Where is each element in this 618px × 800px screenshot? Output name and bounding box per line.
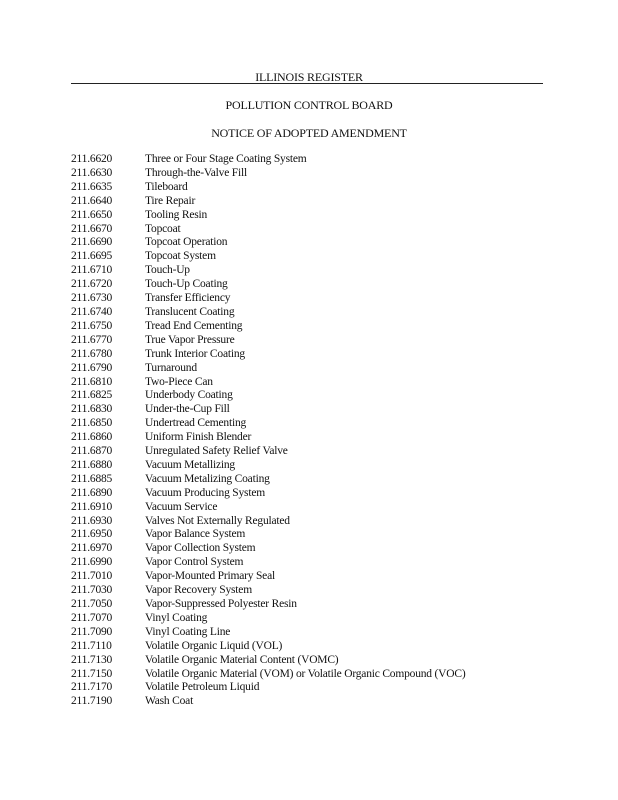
section-number: 211.7130 (71, 653, 113, 666)
section-number: 211.6830 (71, 403, 113, 416)
list-item (71, 542, 465, 556)
section-number: 211.6690 (71, 236, 113, 249)
section-term: Volatile Organic Material (VOM) or Volatile Organic Compound (VOC) (145, 667, 466, 680)
section-term: Trunk Interior Coating (145, 347, 245, 360)
section-term: Volatile Organic Liquid (VOL) (145, 639, 283, 652)
list-item (71, 654, 465, 668)
list-item (71, 681, 465, 695)
section-term: True Vapor Pressure (145, 333, 235, 346)
section-number: 211.6695 (71, 250, 113, 263)
section-number: 211.6640 (71, 194, 113, 207)
section-term: Vacuum Metalizing Coating (145, 472, 270, 485)
list-item (71, 668, 465, 682)
list-item (71, 181, 465, 195)
list-item (71, 389, 465, 403)
section-term: Valves Not Externally Regulated (145, 514, 290, 527)
list-item (71, 223, 465, 237)
list-item (71, 445, 465, 459)
section-number: 211.7050 (71, 598, 113, 610)
section-number: 211.6850 (71, 417, 113, 430)
section-list (71, 153, 465, 709)
section-number: 211.6730 (71, 292, 113, 305)
list-item (71, 570, 465, 584)
section-term: Topcoat System (145, 250, 216, 263)
list-item (71, 292, 465, 306)
list-item (71, 306, 465, 320)
section-term: Vapor Recovery System (145, 584, 252, 597)
section-term: Tooling Resin (145, 208, 208, 221)
list-item (71, 278, 465, 292)
section-term: Touch-Up (145, 264, 190, 277)
list-item (71, 515, 465, 529)
list-item (71, 626, 465, 640)
list-item (71, 459, 465, 473)
section-term: Topcoat (145, 222, 181, 235)
list-item (71, 167, 465, 181)
list-item (71, 376, 465, 390)
section-number: 211.7150 (71, 667, 113, 680)
section-number: 211.7110 (71, 639, 112, 652)
section-term: Underbody Coating (145, 389, 233, 402)
section-number: 211.6620 (71, 153, 113, 165)
section-number: 211.6670 (71, 222, 113, 235)
section-number: 211.7010 (71, 570, 113, 583)
section-number: 211.6630 (71, 166, 113, 179)
section-term: Vapor Collection System (145, 542, 256, 555)
section-term: Three or Four Stage Coating System (145, 153, 307, 165)
list-item (71, 528, 465, 542)
list-item (71, 264, 465, 278)
section-term: Volatile Petroleum Liquid (145, 681, 260, 694)
list-item (71, 362, 465, 376)
section-term: Topcoat Operation (145, 236, 228, 249)
section-term: Undertread Cementing (145, 417, 247, 430)
section-term: Tileboard (145, 180, 188, 193)
section-number: 211.6890 (71, 486, 113, 499)
section-term: Through-the-Valve Fill (145, 166, 247, 179)
section-term: Two-Piece Can (145, 375, 213, 388)
section-number: 211.6870 (71, 445, 113, 458)
section-term: Translucent Coating (145, 305, 235, 318)
section-number: 211.6860 (71, 431, 113, 444)
section-term: Vapor-Suppressed Polyester Resin (145, 598, 297, 610)
section-term: Wash Coat (145, 695, 194, 708)
section-number: 211.6710 (71, 264, 113, 277)
section-number: 211.7170 (71, 681, 113, 694)
section-term: Vinyl Coating (145, 611, 208, 624)
list-item (71, 403, 465, 417)
section-number: 211.6825 (71, 389, 113, 402)
list-item (71, 195, 465, 209)
section-number: 211.7090 (71, 625, 113, 638)
list-item (71, 473, 465, 487)
board-name: POLLUTION CONTROL BOARD (225, 98, 393, 112)
section-term: Vacuum Service (145, 500, 218, 513)
list-item (71, 250, 465, 264)
section-number: 211.7030 (71, 584, 113, 597)
section-number: 211.6740 (71, 305, 113, 318)
list-item (71, 695, 465, 709)
header-rule (71, 83, 543, 84)
section-term: Vapor Control System (145, 556, 244, 569)
section-term: Vinyl Coating Line (145, 625, 231, 638)
list-item (71, 487, 465, 501)
section-number: 211.6970 (71, 542, 113, 555)
section-number: 211.6635 (71, 180, 113, 193)
section-term: Uniform Finish Blender (145, 431, 252, 444)
list-item (71, 417, 465, 431)
register-title: ILLINOIS REGISTER (255, 70, 363, 84)
section-number: 211.6750 (71, 319, 113, 332)
section-term: Unregulated Safety Relief Valve (145, 445, 288, 458)
list-item (71, 431, 465, 445)
section-term: Transfer Efficiency (145, 292, 231, 305)
section-number: 211.6650 (71, 208, 113, 221)
section-number: 211.6720 (71, 278, 113, 291)
section-number: 211.6790 (71, 361, 113, 374)
list-item (71, 598, 465, 612)
section-term: Tire Repair (145, 194, 196, 207)
section-term: Turnaround (145, 361, 197, 374)
section-number: 211.7070 (71, 611, 113, 624)
list-item (71, 348, 465, 362)
section-term: Volatile Organic Material Content (VOMC) (145, 653, 339, 666)
section-number: 211.6990 (71, 556, 113, 569)
section-number: 211.6880 (71, 458, 113, 471)
list-item (71, 612, 465, 626)
list-item (71, 236, 465, 250)
section-term: Vacuum Producing System (145, 486, 265, 499)
list-item (71, 209, 465, 223)
list-item (71, 153, 465, 167)
list-item (71, 334, 465, 348)
section-number: 211.6810 (71, 375, 113, 388)
notice-title: NOTICE OF ADOPTED AMENDMENT (211, 126, 407, 140)
list-item (71, 320, 465, 334)
section-number: 211.7190 (71, 695, 113, 708)
section-term: Tread End Cementing (145, 319, 243, 332)
list-item (71, 640, 465, 654)
list-item (71, 501, 465, 515)
list-item (71, 584, 465, 598)
section-term: Vapor Balance System (145, 528, 246, 541)
section-number: 211.6910 (71, 500, 113, 513)
section-number: 211.6885 (71, 472, 113, 485)
list-item (71, 556, 465, 570)
section-number: 211.6780 (71, 347, 113, 360)
section-number: 211.6930 (71, 514, 113, 527)
section-term: Vapor-Mounted Primary Seal (145, 570, 275, 583)
section-number: 211.6950 (71, 528, 113, 541)
section-term: Under-the-Cup Fill (145, 403, 230, 416)
section-number: 211.6770 (71, 333, 113, 346)
section-term: Vacuum Metallizing (145, 458, 235, 471)
section-term: Touch-Up Coating (145, 278, 228, 291)
